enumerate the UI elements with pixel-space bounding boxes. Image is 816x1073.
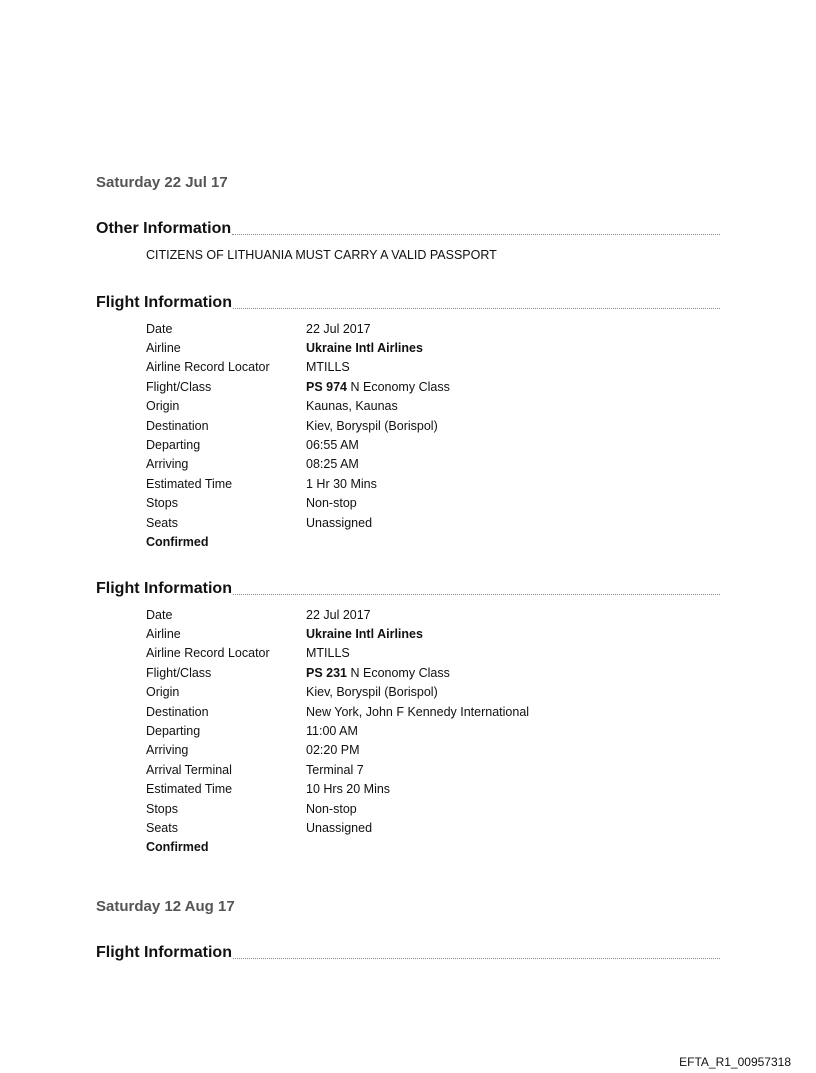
detail-value: 1 Hr 30 Mins <box>306 476 377 491</box>
class-text: N Economy Class <box>347 665 450 680</box>
detail-row <box>146 760 529 779</box>
detail-value: MTILLS <box>306 360 350 375</box>
dotted-divider <box>233 307 720 309</box>
detail-value: Non-stop <box>306 496 357 511</box>
detail-row <box>146 513 450 532</box>
detail-label: Arriving <box>146 457 189 472</box>
detail-value: 06:55 AM <box>306 438 359 453</box>
detail-row <box>146 455 450 474</box>
detail-row <box>146 319 450 338</box>
detail-row <box>146 377 450 396</box>
detail-label: Seats <box>146 820 178 835</box>
detail-value: 11:00 AM <box>306 724 358 739</box>
flight-information-heading <box>96 942 720 962</box>
detail-value: 08:25 AM <box>306 457 359 472</box>
detail-value: New York, John F Kennedy International <box>306 704 530 719</box>
flight-details <box>146 319 450 552</box>
detail-row <box>146 780 529 799</box>
document-id: EFTA_R1_00957318 <box>679 1055 791 1069</box>
date-heading: Saturday 22 Jul 17 <box>96 174 228 191</box>
detail-value: 22 Jul 2017 <box>306 321 371 336</box>
booking-status: Confirmed <box>146 840 209 855</box>
detail-label: Stops <box>146 801 178 816</box>
flight-information-heading <box>96 578 720 598</box>
detail-value: MTILLS <box>306 646 350 661</box>
detail-label: Departing <box>146 724 201 739</box>
detail-label: Airline <box>146 627 181 642</box>
booking-status: Confirmed <box>146 534 209 549</box>
detail-row <box>146 358 450 377</box>
detail-label: Date <box>146 321 173 336</box>
detail-label: Date <box>146 607 173 622</box>
detail-value: 10 Hrs 20 Mins <box>306 782 391 797</box>
detail-label: Airline <box>146 341 181 356</box>
detail-row <box>146 494 450 513</box>
detail-row <box>146 605 529 624</box>
detail-row <box>146 741 529 760</box>
detail-label: Flight/Class <box>146 665 212 680</box>
detail-label: Stops <box>146 496 178 511</box>
detail-label: Arriving <box>146 743 189 758</box>
detail-label: Estimated Time <box>146 476 233 491</box>
detail-label: Flight/Class <box>146 379 212 394</box>
detail-label: Destination <box>146 418 209 433</box>
detail-row <box>146 683 529 702</box>
detail-row <box>146 799 529 818</box>
flight-details <box>146 605 529 857</box>
detail-value: Kiev, Boryspil (Borispol) <box>306 418 438 433</box>
detail-row <box>146 474 450 493</box>
detail-row <box>146 663 529 682</box>
detail-value: Non-stop <box>306 801 357 816</box>
section-title: Flight Information <box>96 294 232 311</box>
dotted-divider <box>232 233 720 235</box>
detail-label: Origin <box>146 399 180 414</box>
detail-row <box>146 338 450 357</box>
detail-value: Kaunas, Kaunas <box>306 399 398 414</box>
other-information-heading <box>96 218 720 238</box>
flight-class-value <box>306 380 450 394</box>
detail-row <box>146 644 529 663</box>
flight-information-heading <box>96 292 720 312</box>
detail-row <box>146 818 529 837</box>
dotted-divider <box>233 957 720 959</box>
class-text: N Economy Class <box>347 379 450 394</box>
section-title: Other Information <box>96 220 232 237</box>
detail-label: Airline Record Locator <box>146 646 270 661</box>
detail-row <box>146 397 450 416</box>
detail-row <box>146 416 450 435</box>
flight-class-value <box>306 666 450 680</box>
detail-row <box>146 435 450 454</box>
detail-row <box>146 624 529 643</box>
section-title: Flight Information <box>96 580 232 597</box>
detail-value: 22 Jul 2017 <box>306 607 371 622</box>
detail-value: Terminal 7 <box>306 762 364 777</box>
airline-name: Ukraine Intl Airlines <box>306 341 423 356</box>
section-title: Flight Information <box>96 944 232 961</box>
detail-label: Arrival Terminal <box>146 762 232 777</box>
detail-row <box>146 702 529 721</box>
detail-label: Departing <box>146 438 201 453</box>
flight-number: PS 974 <box>306 379 348 394</box>
detail-value: 02:20 PM <box>306 743 360 758</box>
detail-row <box>146 721 529 740</box>
detail-label: Seats <box>146 515 178 530</box>
detail-value: Unassigned <box>306 515 373 530</box>
flight-number: PS 231 <box>306 665 348 680</box>
dotted-divider <box>233 593 720 595</box>
date-heading: Saturday 12 Aug 17 <box>96 898 235 915</box>
detail-label: Estimated Time <box>146 782 233 797</box>
detail-value: Kiev, Boryspil (Borispol) <box>306 685 438 700</box>
detail-value: Unassigned <box>306 820 373 835</box>
detail-label: Destination <box>146 704 209 719</box>
passport-notice: CITIZENS OF LITHUANIA MUST CARRY A VALID PASSPORT <box>146 248 497 262</box>
airline-name: Ukraine Intl Airlines <box>306 627 423 642</box>
detail-label: Airline Record Locator <box>146 360 270 375</box>
detail-label: Origin <box>146 685 180 700</box>
